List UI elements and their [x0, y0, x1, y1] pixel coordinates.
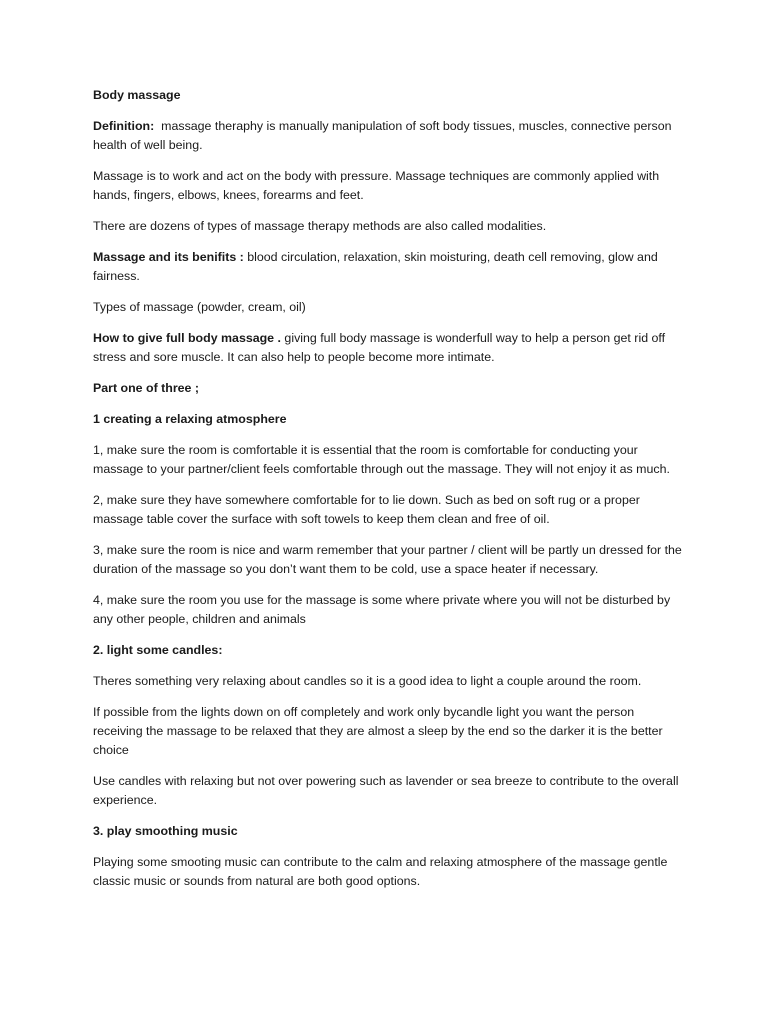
document-body [93, 86, 683, 903]
document-title: Body massage [93, 88, 181, 102]
pressure-paragraph: Massage is to work and act on the body with pressure. Massage techniques are commonly applied with hands, fingers, elbows, knees, forearms and feet. [93, 169, 660, 202]
candles-paragraph: Theres something very relaxing about candles so it is a good idea to light a couple around the room. [93, 674, 642, 688]
section-heading-music: 3. play smoothing music [93, 824, 238, 838]
candles-paragraph: Use candles with relaxing but not over powering such as lavender or sea breeze to contribute to the overall experience. [93, 774, 679, 807]
definition-label: Definition: [93, 119, 155, 133]
list-item: 4, make sure the room you use for the massage is some where private where you will not be disturbed by any other people, children and animals [93, 593, 671, 626]
how-to-label: How to give full body massage . [93, 331, 281, 345]
list-item: 1, make sure the room is comfortable it is essential that the room is comfortable for conducting your massage to your partner/client feels comfortable through out the massage. They will not enjoy it as much. [93, 443, 670, 476]
part-heading: Part one of three ; [93, 381, 200, 395]
section-heading-atmosphere: 1 creating a relaxing atmosphere [93, 412, 287, 426]
how-to-paragraph [93, 329, 683, 367]
how-to-text: giving full body massage is wonderfull way to help a person get rid off stress and sore muscle. It can also help to people become more intimate. [93, 331, 666, 364]
benefits-text: blood circulation, relaxation, skin moisturing, death cell removing, glow and fairness. [93, 250, 658, 283]
definition-paragraph [93, 117, 683, 155]
modalities-paragraph: There are dozens of types of massage therapy methods are also called modalities. [93, 219, 547, 233]
definition-text: massage theraphy is manually manipulation of soft body tissues, muscles, connective person health of well being. [93, 119, 672, 152]
list-item: 3, make sure the room is nice and warm remember that your partner / client will be partly un dressed for the duration of the massage so you don’t want them to be cold, use a space heater if necessary. [93, 543, 682, 576]
types-paragraph: Types of massage (powder, cream, oil) [93, 300, 306, 314]
benefits-label: Massage and its benifits : [93, 250, 244, 264]
candles-paragraph: If possible from the lights down on off completely and work only bycandle light you want the person receiving the massage to be relaxed that they are almost a sleep by the end so the darker it is the better choice [93, 705, 663, 757]
music-paragraph: Playing some smooting music can contribute to the calm and relaxing atmosphere of the massage gentle classic music or sounds from natural are both good options. [93, 855, 668, 888]
benefits-paragraph [93, 248, 683, 286]
section-heading-candles: 2. light some candles: [93, 643, 223, 657]
list-item: 2, make sure they have somewhere comfortable for to lie down. Such as bed on soft rug or a proper massage table cover the surface with soft towels to keep them clean and free of oil. [93, 493, 640, 526]
